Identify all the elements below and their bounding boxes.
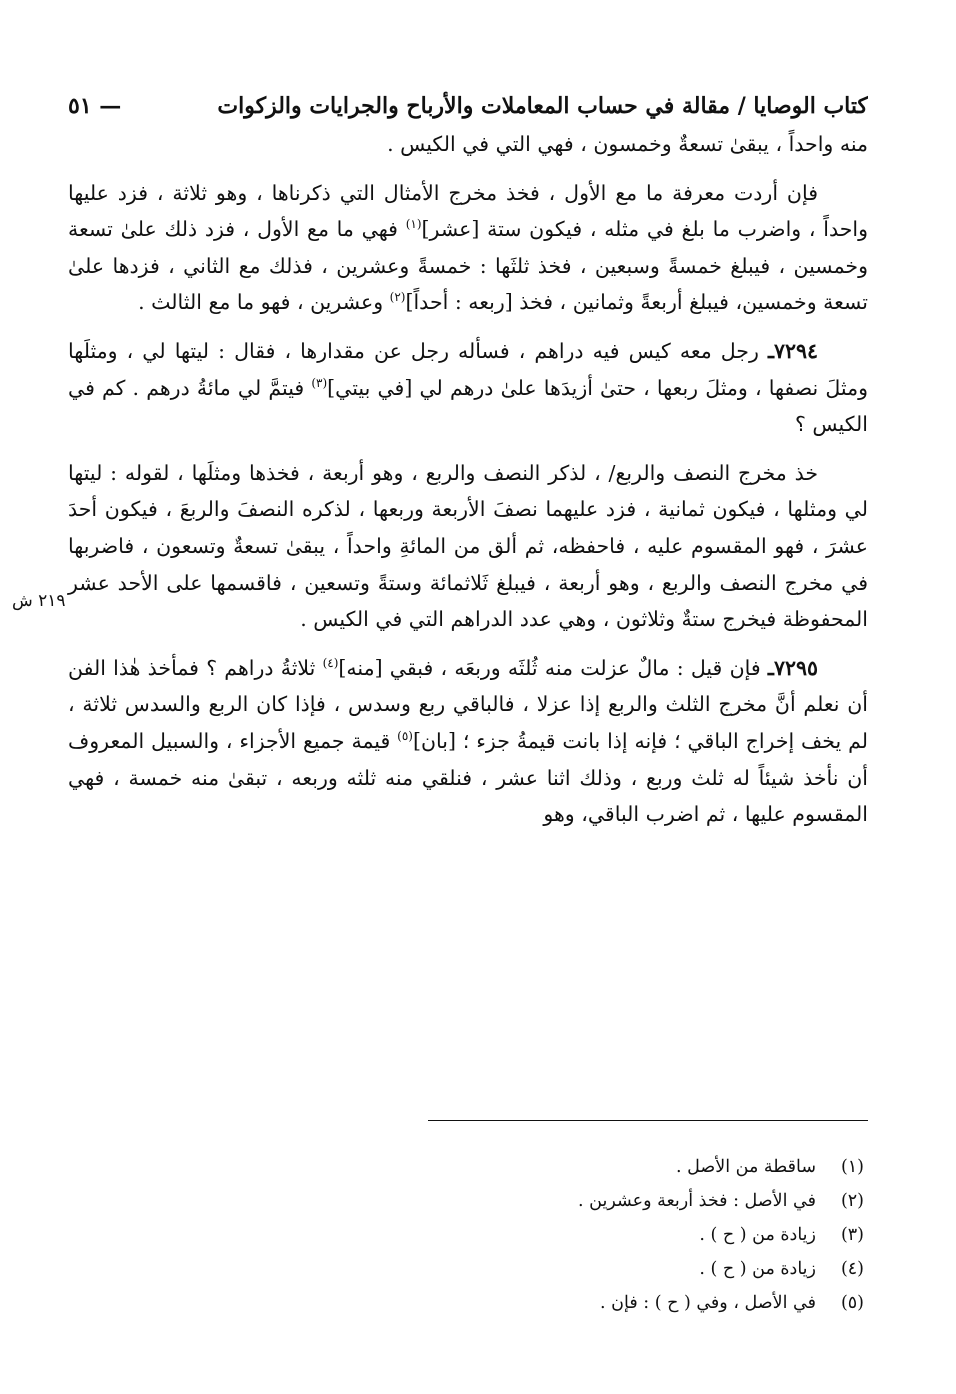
footnote-number: (٢) — [840, 1191, 864, 1211]
entry-number: ٧٢٩٤ـ — [767, 338, 818, 363]
footnote-text: في الأصل : فخذ أربعة وعشرين . — [578, 1191, 816, 1211]
margin-note: ٢١٩ ش — [12, 591, 66, 611]
paragraph-1-part-b: فهي ما مع الأول ، فزد ذلك علىٰ تسعة وخمسين ، فيبلغ خمسةً وسبعين ، فخذ ثلثَها : خمسةً وعشرين ، فذلك مع الثاني ، فزدها علىٰ تسعة وخمسين، فيبلغ أربعةً وثمانين ، فخذ [ربعه : أحداً] — [68, 217, 868, 315]
entry-7295-part-a: فإن قيل : مالٌ عزلت منه ثُلثَه وربعَه ، فبقي [منه] — [338, 655, 761, 680]
footnote-number: (١) — [840, 1157, 864, 1177]
footnote-item — [344, 1252, 864, 1286]
footnote-ref-3: (٣) — [311, 375, 328, 390]
footnote-ref-5: (٥) — [397, 729, 413, 744]
footnote-text: في الأصل ، وفي ( ح ) : فإن . — [600, 1293, 816, 1313]
paragraph-1-part-c: وعشرين ، فهو ما مع الثالث . — [138, 290, 384, 315]
paragraph-3: خذ مخرج النصف والربع/ ، لذكر النصف والربع ، وهو أربعة ، فخذها ومثلَها ، لقوله : ليتها لي ومثلها ، فيكون ثمانية ، فزد عليهما نصفَ الأربعة وربعها ، لذكره النصفَ والربعَ ، فيكون أحدَ عشرَ ، فهو المقسوم عليه ، فاحفظه، ثم ألق من المائةِ واحداً ، يبقىٰ تسعةٌ وتسعون ، فاضربها في مخرج النصف والربع ، وهو أربعة ، فيبلغ ثَلاثمائة وستةً وتسعين ، فاقسمها على الأحد عشر المحفوظة فيخرج ستةٌ وثلاثون ، وهي عدد الدراهم التي في الكيس . — [68, 460, 868, 632]
footnote-ref-4: (٤) — [322, 655, 339, 670]
entry-7294-part-a: رجل معه كيس فيه دراهم ، فسأله رجل عن مقدارها ، فقال : ليتها لي ، ومثلَها ومثلَ نصفها ، ومثلَ ربعها ، حتىٰ أزيدَها علىٰ درهم لي [في بيتي] — [68, 338, 868, 400]
paragraph-1-part-a: فإن أردت معرفة ما مع الأول ، فخذ مخرج الأمثال التي ذكرناها ، وهو ثلاثة ، فزد عليها واحداً ، واضرب ما بلغ في مثله ، فيكون ستة [عشر] — [68, 180, 868, 242]
footnotes — [344, 1150, 864, 1320]
paragraph-1 — [68, 175, 868, 321]
running-title: كتاب الوصايا / مقالة في حساب المعاملات والأرباح والجرايات والزكوات — [217, 93, 868, 119]
footnote-text: زيادة من ( ح ) . — [699, 1259, 816, 1279]
footnote-item — [344, 1218, 864, 1252]
entry-7294-part-b: فيتمَّ لي مائةُ درهم . كم في الكيس ؟ — [68, 375, 868, 437]
page-number-value: ٥١ — [68, 93, 92, 119]
page-number: — ٥١ — [68, 93, 122, 119]
entry-7294 — [68, 333, 868, 443]
footnote-number: (٣) — [840, 1225, 864, 1245]
main-text — [68, 126, 868, 833]
running-header — [68, 86, 868, 126]
footnote-divider — [428, 1120, 868, 1121]
footnote-item — [344, 1150, 864, 1184]
footnote-number: (٤) — [840, 1259, 864, 1279]
entry-7295-part-c: قيمة جميع الأجزاء ، والسبيل المعروف أن نأخذ شيئاً له ثلث وربع ، وذلك اثنا عشر ، فنلقي منه ثلثه وربعه ، تبقىٰ منه خمسة ، فهي المقسوم عليها ، ثم اضرب الباقي، وهو — [68, 728, 869, 827]
entry-7295-part-b: ثلاثةُ دراهم ؟ فمأخذ هٰذا الفن أن نعلم أنَّ مخرج الثلث والربع إذا عزلا ، فالباقي ربع وسدس ، فإذا كان الربع والسدس ثلاثة ، لم يخف إخراج الباقي ؛ فإنه إذا بانت قيمةُ جزء ؛ [بان] — [68, 655, 868, 753]
footnote-text: زيادة من ( ح ) . — [699, 1225, 816, 1245]
entry-number: ٧٢٩٥ـ — [767, 655, 818, 680]
paragraph-continuation: منه واحداً ، يبقىٰ تسعةٌ وخمسون ، فهي التي في الكيس . — [387, 132, 868, 156]
footnote-ref-2: (٢) — [389, 290, 406, 305]
footnote-item — [344, 1184, 864, 1218]
footnote-item — [344, 1286, 864, 1320]
footnote-ref-1: (١) — [405, 217, 422, 232]
entry-7295 — [68, 650, 868, 833]
book-page — [68, 86, 868, 833]
footnote-number: (٥) — [840, 1293, 864, 1313]
footnote-text: ساقطة من الأصل . — [676, 1157, 816, 1177]
